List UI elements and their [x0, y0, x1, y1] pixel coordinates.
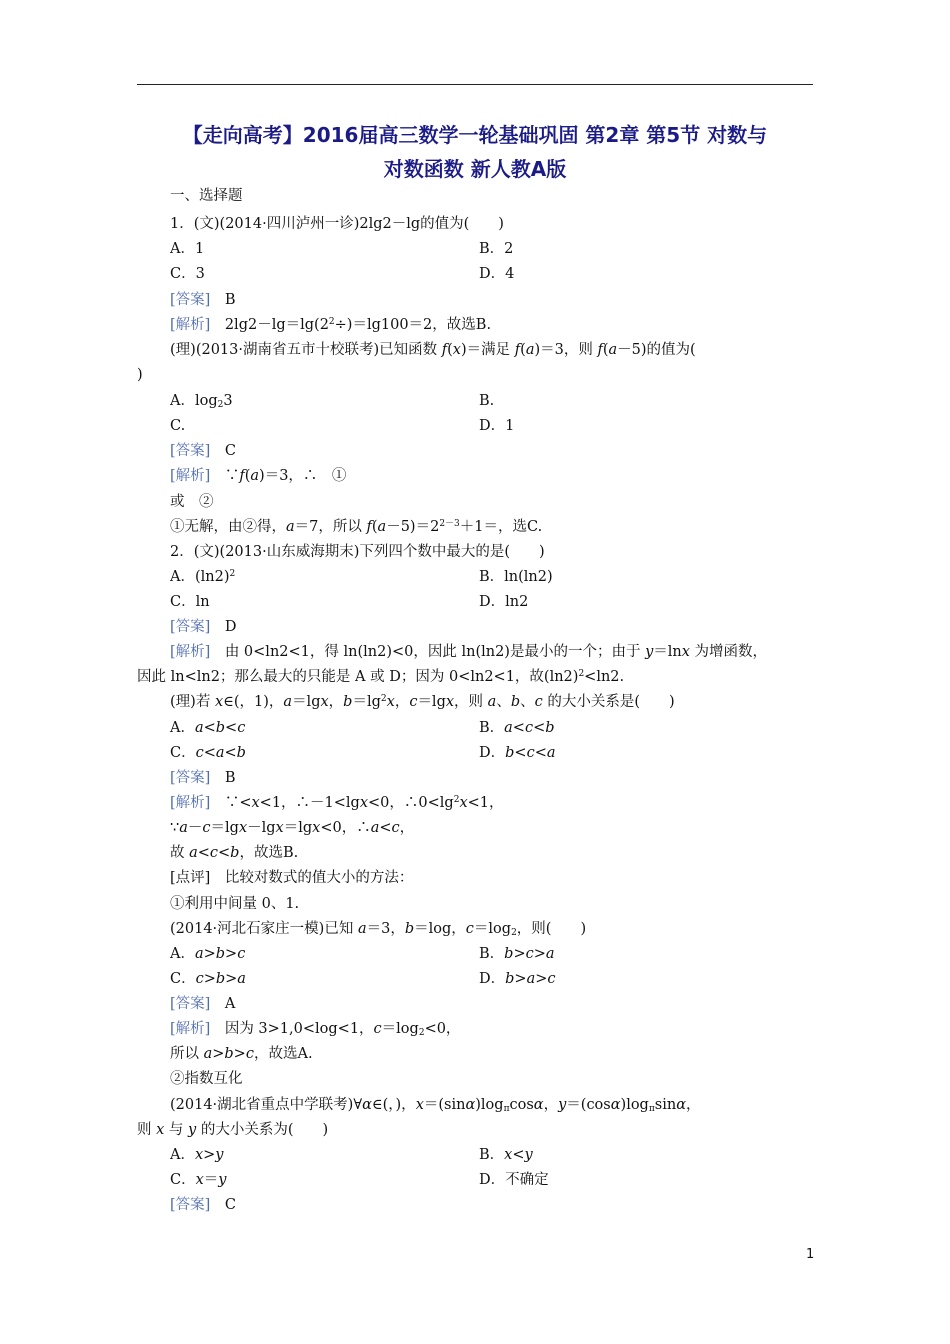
- text: －5)的值为(: [617, 342, 696, 358]
- text: 则: [137, 1122, 157, 1138]
- text: B．: [479, 720, 505, 736]
- text: y: [645, 644, 654, 660]
- q2-option-b: B．ln(ln2): [479, 569, 553, 585]
- text: ∈(，)，: [371, 1097, 416, 1113]
- q4-stem: [170, 1095, 700, 1115]
- subscript: 2: [217, 400, 224, 410]
- text: ，: [685, 1097, 701, 1113]
- analysis-tag: [解析]: [170, 1021, 211, 1037]
- text: ＝log，: [414, 921, 466, 937]
- text: A．log: [170, 393, 218, 409]
- q4-option-c: [170, 1170, 227, 1190]
- q1-answer: [170, 290, 235, 310]
- text: α: [362, 1097, 372, 1113]
- text: 3: [223, 393, 233, 409]
- text: ，则( ): [516, 921, 587, 937]
- text: D．: [479, 745, 506, 761]
- text: x: [452, 342, 461, 358]
- text: <0，∴: [320, 820, 371, 836]
- text: x: [445, 694, 455, 710]
- answer-tag: [答案]: [170, 1197, 211, 1213]
- text: b: [343, 694, 353, 710]
- text: ，: [328, 694, 344, 710]
- text: cos: [509, 1097, 534, 1113]
- text: c: [373, 1021, 382, 1037]
- q1b-option-a: [170, 391, 233, 411]
- text: b<c<a: [505, 745, 556, 761]
- document-title-line-1: 【走向高考】2016届高三数学一轮基础巩固 第2章 第5节 对数与: [182, 123, 768, 147]
- text: ，则: [454, 694, 488, 710]
- text: x: [312, 820, 321, 836]
- text: (2014·湖北省重点中学联考)∀: [170, 1097, 363, 1113]
- text: A．: [170, 1147, 195, 1163]
- text: c: [202, 820, 211, 836]
- text: y: [188, 1122, 197, 1138]
- text: C．: [170, 1172, 196, 1188]
- q3-option-d: [479, 969, 556, 989]
- text: ＝(sin: [423, 1097, 466, 1113]
- q1-option-c: C．3: [170, 266, 205, 282]
- text: <0，: [424, 1021, 461, 1037]
- text: <1，∴－1<lg: [259, 795, 360, 811]
- analysis-tag: [解析]: [170, 795, 211, 811]
- text: ，故选A.: [253, 1046, 313, 1062]
- text: a: [608, 342, 618, 358]
- text: )log: [620, 1097, 649, 1113]
- text: b>c>a: [504, 946, 555, 962]
- document-title-line-2: 对数函数 新人教A版: [383, 157, 567, 181]
- text: a: [283, 694, 293, 710]
- text: α: [676, 1097, 686, 1113]
- superscript: 2: [453, 795, 460, 805]
- text: <0，∴0<lg: [368, 795, 454, 811]
- q1b-option-b: B.: [479, 393, 495, 409]
- q3-option-a: [170, 944, 245, 964]
- answer-value: D: [224, 619, 237, 635]
- text: b>a>c: [505, 971, 556, 987]
- text: C．: [170, 971, 196, 987]
- text: (: [244, 468, 251, 484]
- q1b-analysis: [170, 466, 346, 486]
- q1-analysis: [170, 315, 491, 335]
- text: ∵: [170, 820, 180, 836]
- q1b-stem: [170, 340, 696, 360]
- text: a: [377, 519, 387, 535]
- text: a>b>c: [194, 946, 246, 962]
- text: ＝lg: [352, 694, 381, 710]
- text: f: [514, 342, 521, 358]
- text: B．: [479, 946, 505, 962]
- text: x: [251, 795, 260, 811]
- method-2: ②指数互化: [170, 1071, 243, 1087]
- text: a: [286, 519, 295, 535]
- superscript: 2: [229, 569, 236, 579]
- text: ＝3，: [366, 921, 405, 937]
- analysis-tag: [解析]: [170, 644, 211, 660]
- text: x>y: [194, 1147, 224, 1163]
- text: (2014·河北石家庄一模)已知: [170, 921, 358, 937]
- q4-option-b: [479, 1145, 533, 1165]
- header-rule: [137, 84, 813, 85]
- text: (: [520, 342, 526, 358]
- q2b-note: [170, 868, 413, 888]
- text: ＝: [203, 1172, 219, 1188]
- text: 因为 3>1,0<log<1，: [224, 1021, 374, 1037]
- text: x: [195, 1172, 204, 1188]
- q1b-option-d: D．1: [479, 418, 515, 434]
- text: c<a<b: [195, 745, 246, 761]
- q3-stem: [170, 919, 586, 939]
- q1b-conclusion: [170, 517, 542, 537]
- q3-answer: [170, 994, 235, 1014]
- text: f: [441, 342, 448, 358]
- text: )＝3，则: [534, 342, 598, 358]
- q2b-analysis-line-3: [170, 843, 298, 863]
- text: C．: [170, 745, 196, 761]
- text: α: [533, 1097, 544, 1113]
- superscript: 2: [380, 694, 387, 704]
- q3-option-b: [479, 944, 555, 964]
- text: ，: [543, 1097, 559, 1113]
- text: －5)＝2: [386, 519, 440, 535]
- note-tag: [点评]: [170, 870, 211, 886]
- text: ＝log: [381, 1021, 419, 1037]
- answer-value: C: [224, 1197, 236, 1213]
- text: c>b>a: [195, 971, 246, 987]
- text: a<b<c: [194, 720, 246, 736]
- q2b-answer: [170, 768, 235, 788]
- analysis-tag: [解析]: [170, 468, 211, 484]
- answer-value: C: [224, 443, 236, 459]
- text: 所以: [170, 1046, 204, 1062]
- answer-tag: [答案]: [170, 292, 211, 308]
- text: y: [558, 1097, 567, 1113]
- text: )＝3，∴ ①: [259, 468, 347, 484]
- text: x: [681, 644, 690, 660]
- text: a<c: [370, 820, 400, 836]
- text: (: [602, 342, 609, 358]
- text: 与: [164, 1122, 189, 1138]
- text: A．: [170, 946, 195, 962]
- text: ＝lg: [292, 694, 321, 710]
- text: －lg: [247, 820, 276, 836]
- text: (: [371, 519, 378, 535]
- text: α: [610, 1097, 621, 1113]
- q2-option-a: [170, 567, 235, 587]
- text: a: [487, 694, 497, 710]
- answer-value: B: [224, 770, 236, 786]
- text: a: [179, 820, 188, 836]
- text: x: [359, 795, 369, 811]
- text: 、: [496, 694, 511, 710]
- text: ＝7，所以: [294, 519, 367, 535]
- text: ＝ln: [653, 644, 682, 660]
- text: b: [510, 694, 521, 710]
- q3-option-c: [170, 969, 246, 989]
- text: a<c<b: [504, 720, 555, 736]
- text: y: [218, 1172, 227, 1188]
- text: a: [357, 921, 367, 937]
- answer-value: A: [224, 996, 236, 1012]
- text: ∵<: [224, 795, 252, 811]
- text: c: [409, 694, 418, 710]
- text: －: [187, 820, 203, 836]
- text: 故: [170, 845, 190, 861]
- q1b-stem-cont: ): [137, 367, 143, 383]
- q2-answer: [170, 617, 236, 637]
- text: A．(ln2): [170, 569, 230, 585]
- q4-option-d: D．不确定: [479, 1172, 549, 1188]
- text: ＋1＝，选C.: [459, 519, 543, 535]
- superscript: 2: [578, 669, 585, 679]
- text: )log: [475, 1097, 504, 1113]
- text: ∈(，1)，: [223, 694, 284, 710]
- answer-tag: [答案]: [170, 443, 211, 459]
- q2-analysis: [170, 642, 767, 662]
- text: x: [415, 1097, 424, 1113]
- text: 因此 ln<ln2；那么最大的只能是 A 或 D；因为 0<ln2<1，故(ln2): [137, 669, 579, 685]
- q1-option-a: A．1: [170, 241, 205, 257]
- text: ∵: [224, 468, 240, 484]
- text: c: [465, 921, 474, 937]
- text: ÷)＝lg100＝2，故选B.: [334, 317, 492, 333]
- text: 2lg2－lg＝lg(2: [224, 317, 329, 333]
- q4-stem-cont: [137, 1120, 328, 1140]
- q2-stem: 2．(文)(2013·山东威海期末)下列四个数中最大的是( ): [170, 544, 545, 560]
- subscript: 2: [418, 1028, 425, 1038]
- text: x<y: [504, 1147, 533, 1163]
- text: 为增函数，: [689, 644, 768, 660]
- text: ＝lg: [210, 820, 239, 836]
- text: x: [320, 694, 329, 710]
- text: ，: [399, 820, 415, 836]
- text: ＝(cos: [566, 1097, 611, 1113]
- q1-option-d: D．4: [479, 266, 515, 282]
- text: c: [534, 694, 543, 710]
- text: ，: [394, 694, 410, 710]
- text: a: [525, 342, 535, 358]
- method-1: ①利用中间量 0、1.: [170, 896, 300, 912]
- answer-value: B: [224, 292, 236, 308]
- answer-tag: [答案]: [170, 996, 211, 1012]
- subscript: π: [503, 1104, 510, 1114]
- subscript: 2: [511, 928, 517, 938]
- q1-stem: 1．(文)(2014·四川泸州一诊)2lg2－lg的值为( ): [170, 216, 504, 232]
- text: f: [239, 468, 245, 484]
- answer-tag: [答案]: [170, 770, 211, 786]
- text: x: [275, 820, 284, 836]
- text: (理)若: [170, 694, 215, 710]
- q4-answer: [170, 1195, 236, 1215]
- q2b-analysis-line-2: [170, 818, 414, 838]
- analysis-tag: [解析]: [170, 317, 211, 333]
- text: a<c<b: [189, 845, 240, 861]
- text: (: [447, 342, 453, 358]
- q2-option-c: C．ln: [170, 594, 210, 610]
- q2b-option-c: [170, 743, 246, 763]
- text: α: [465, 1097, 476, 1113]
- q2-analysis-cont: [137, 667, 624, 687]
- text: a>b>c: [203, 1046, 254, 1062]
- page-number: 1: [806, 1247, 815, 1262]
- q1-option-b: B．2: [479, 241, 514, 257]
- text: ①无解，由②得，: [170, 519, 286, 535]
- text: b: [404, 921, 415, 937]
- text: 由 0<ln2<1，得 ln(ln2)<0，因此 ln(ln2)是最小的一个；由于: [224, 644, 646, 660]
- subscript: π: [648, 1104, 655, 1114]
- q1b-answer: [170, 441, 236, 461]
- text: 的大小关系是( ): [542, 694, 675, 710]
- text: x: [386, 694, 395, 710]
- text: f: [597, 342, 603, 358]
- text: x: [459, 795, 468, 811]
- q2b-option-a: [170, 718, 245, 738]
- text: <1，: [467, 795, 504, 811]
- answer-tag: [答案]: [170, 619, 211, 635]
- text: x: [156, 1122, 165, 1138]
- text: ＝lg: [417, 694, 446, 710]
- text: sin: [654, 1097, 677, 1113]
- q2b-option-b: [479, 718, 555, 738]
- text: f: [366, 519, 372, 535]
- q3-analysis: [170, 1019, 460, 1039]
- q1b-option-c: C.: [170, 418, 186, 434]
- superscript: 2: [328, 317, 335, 327]
- text: A．: [170, 720, 195, 736]
- text: ＝log: [473, 921, 512, 937]
- text: ，故选B.: [239, 845, 299, 861]
- text: (理)(2013·湖南省五市十校联考)已知函数: [170, 342, 442, 358]
- text: B．: [479, 1147, 505, 1163]
- text: ＝lg: [283, 820, 313, 836]
- superscript: 2－3: [439, 519, 460, 529]
- q1b-or-line: 或 ②: [170, 494, 214, 510]
- text: <ln2.: [584, 669, 625, 685]
- text: x: [214, 694, 224, 710]
- section-heading: 一、选择题: [170, 188, 243, 204]
- q3-analysis-line-2: [170, 1044, 313, 1064]
- q2b-option-d: [479, 743, 556, 763]
- text: )＝满足: [460, 342, 515, 358]
- q2b-stem: [170, 692, 675, 712]
- text: D．: [479, 971, 506, 987]
- q4-option-a: [170, 1145, 224, 1165]
- text: x: [238, 820, 248, 836]
- text: 比较对数式的值大小的方法：: [224, 870, 414, 886]
- text: 、: [520, 694, 535, 710]
- text: 的大小关系为( ): [196, 1122, 329, 1138]
- text: a: [250, 468, 260, 484]
- q2-option-d: D．ln2: [479, 594, 529, 610]
- q2b-analysis: [170, 793, 504, 813]
